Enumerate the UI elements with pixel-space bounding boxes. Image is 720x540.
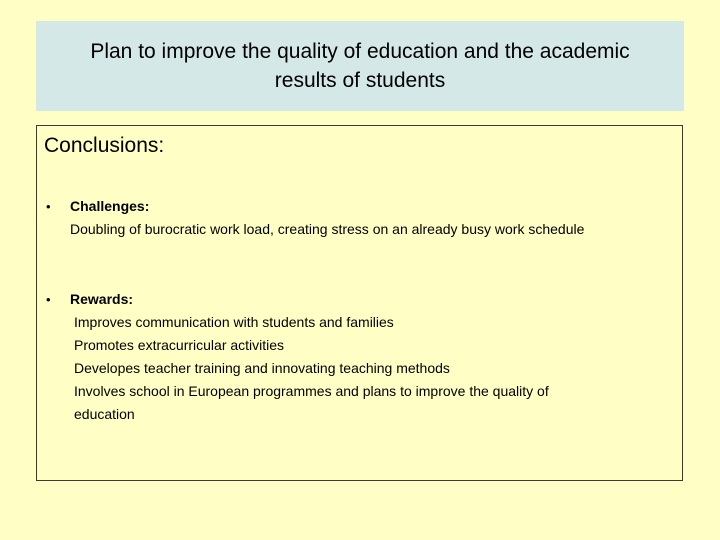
rewards-line: education [74, 406, 135, 422]
rewards-line: Promotes extracurricular activities [74, 337, 285, 353]
rewards-line: Developes teacher training and innovating teaching methods [74, 360, 450, 376]
rewards-body [70, 288, 549, 426]
conclusions-box [36, 125, 683, 481]
conclusions-heading: Conclusions: [44, 134, 165, 157]
title-line-1: Plan to improve the quality of education and the academic [90, 40, 630, 63]
title-box [36, 21, 684, 111]
bullet-icon: • [46, 199, 51, 214]
challenges-body [70, 195, 584, 241]
bullet-icon: • [46, 292, 51, 307]
title-line-2: results of students [274, 69, 446, 92]
rewards-line: Improves communication with students and families [74, 314, 394, 330]
rewards-line: Involves school in European programmes and plans to improve the quality of [74, 383, 549, 399]
challenges-line: Doubling of burocratic work load, creating stress on an already busy work schedule [70, 221, 585, 237]
challenges-label: Challenges: [70, 198, 150, 214]
rewards-label: Rewards: [70, 291, 134, 307]
